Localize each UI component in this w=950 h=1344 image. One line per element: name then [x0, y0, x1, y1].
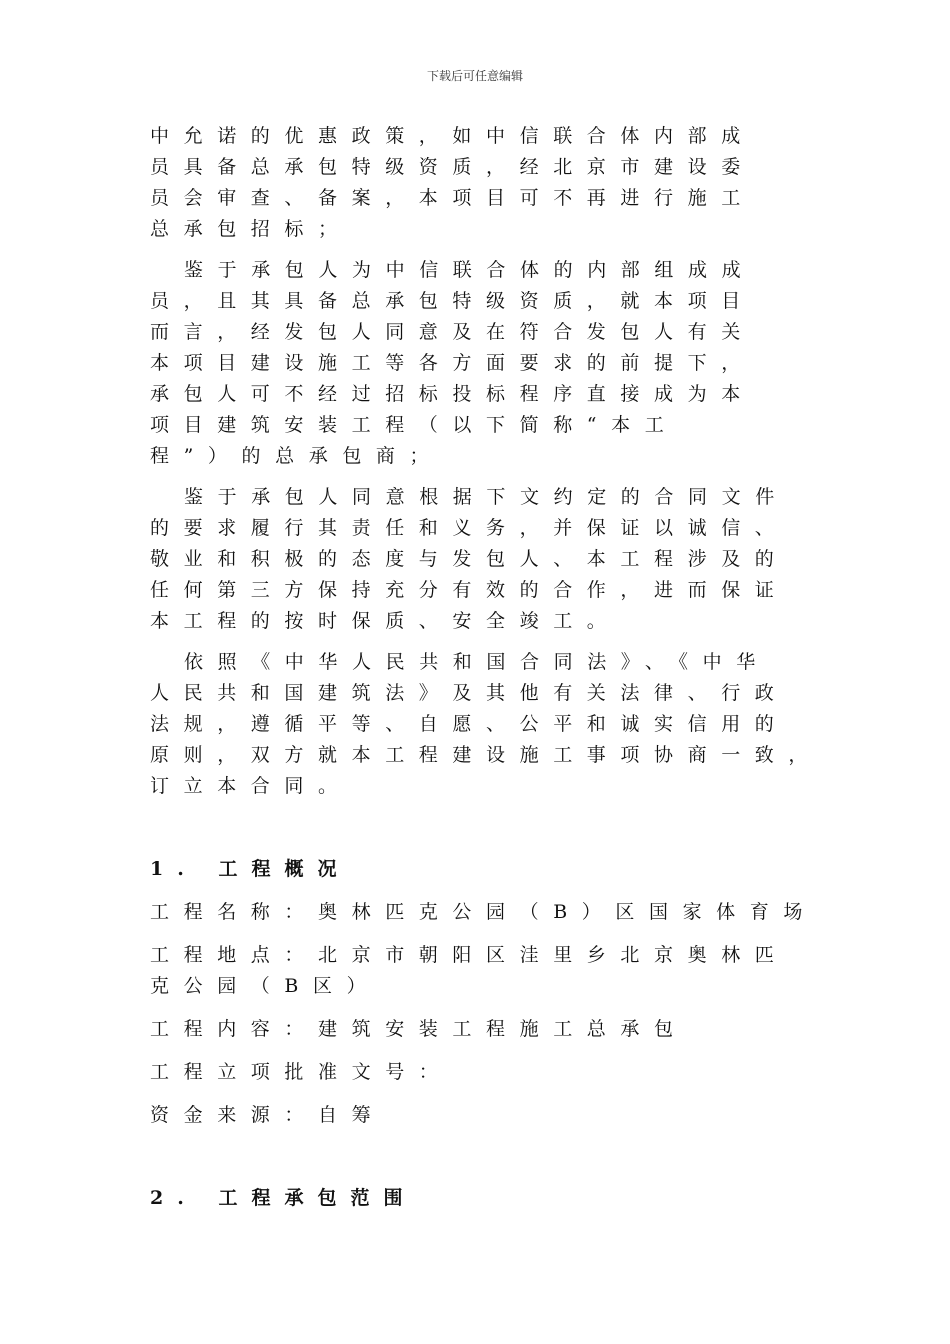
text-line: 鉴于承包人同意根据下文约定的合同文件: [184, 486, 789, 508]
paragraph-contractor-member: [150, 255, 830, 472]
text-line: 任何第三方保持充分有效的合作，进而保证: [150, 579, 789, 601]
paragraph-preferential-policy: [150, 121, 830, 245]
field-approval-number: [150, 1057, 830, 1088]
text-line: 依照《中华人民共和国合同法》、《中华: [184, 651, 770, 673]
text-line: 而言，经发包人同意及在符合发包人有关: [150, 321, 755, 343]
text-line: 克公园（B区）: [150, 975, 381, 997]
page-header: 下载后可任意编辑: [426, 69, 523, 83]
text-line: 中允诺的优惠政策，如中信联合体内部成: [150, 125, 755, 147]
text-line: 承包人可不经过招标投标程序直接成为本: [150, 383, 755, 405]
text-line: 本项目建设施工等各方面要求的前提下，: [150, 352, 755, 374]
text-line: 程”）的总承包商；: [150, 445, 444, 467]
text-line: 总承包招标；: [150, 218, 352, 240]
text-line: 工程内容：建筑安装工程施工总承包: [150, 1018, 688, 1040]
section-heading-project-overview: 1. 工程概况: [150, 858, 351, 880]
text-line: 敬业和积极的态度与发包人、本工程涉及的: [150, 548, 789, 570]
text-line: 原则，双方就本工程建设施工事项协商一致，: [150, 744, 823, 766]
text-line: 工程立项批准文号：: [150, 1061, 453, 1083]
field-funding-source: [150, 1100, 830, 1131]
field-project-name: [150, 897, 830, 928]
field-project-content: [150, 1014, 830, 1045]
text-line: 人民共和国建筑法》及其他有关法律、行政: [150, 682, 789, 704]
text-line: 鉴于承包人为中信联合体的内部组成成: [184, 259, 756, 281]
text-line: 员，且其具备总承包特级资质，就本项目: [150, 290, 755, 312]
text-line: 的要求履行其责任和义务，并保证以诚信、: [150, 517, 789, 539]
text-line: 员具备总承包特级资质，经北京市建设委: [150, 156, 755, 178]
paragraph-legal-basis: [150, 647, 830, 802]
document-body: [150, 121, 830, 1214]
paragraph-contractor-agreement: [150, 482, 830, 637]
text-line: 员会审查、备案，本项目可不再进行施工: [150, 187, 755, 209]
text-line: 资金来源：自筹: [150, 1104, 386, 1126]
text-line: 工程名称：奥林匹克公园（B）区国家体育场: [150, 901, 817, 923]
text-line: 法规，遵循平等、自愿、公平和诚实信用的: [150, 713, 789, 735]
text-line: 本工程的按时保质、安全竣工。: [150, 610, 621, 632]
section-heading-contract-scope: 2. 工程承包范围: [150, 1187, 417, 1209]
field-project-location: [150, 940, 830, 1002]
text-line: 项目建筑安装工程（以下简称“本工: [150, 414, 679, 436]
text-line: 工程地点：北京市朝阳区洼里乡北京奥林匹: [150, 944, 789, 966]
text-line: 订立本合同。: [150, 775, 352, 797]
